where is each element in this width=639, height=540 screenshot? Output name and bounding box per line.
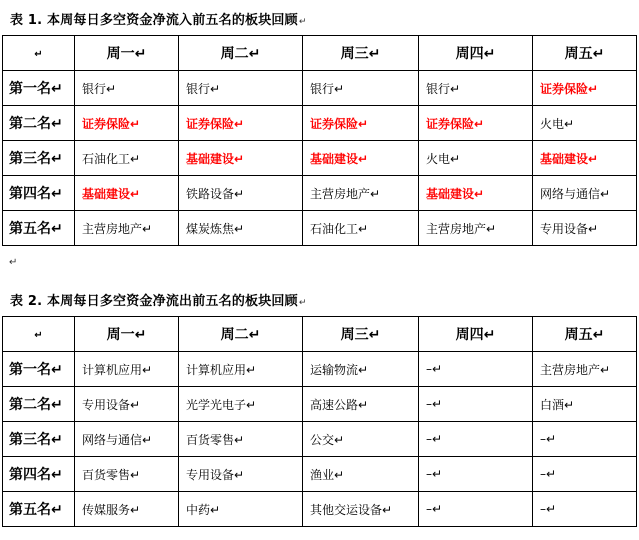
rank-label-text: 第三名 (9, 151, 51, 167)
table-row (3, 352, 637, 387)
sector-name: 专用设备 (82, 397, 131, 412)
sector-name: 基础建设 (540, 151, 589, 166)
rank-label-text: 第一名 (9, 81, 51, 97)
table-row (3, 387, 637, 422)
cell-end-mark-icon: ↵ (564, 116, 575, 131)
column-header (303, 36, 419, 71)
sector-name: 公交 (310, 432, 335, 447)
sector-cell (303, 71, 419, 106)
column-header (419, 317, 533, 352)
cell-end-mark-icon: ↵ (334, 432, 345, 447)
column-header-label: 周五 (564, 46, 593, 62)
sector-name: 银行 (310, 81, 335, 96)
cell-end-mark-icon: ↵ (370, 186, 381, 201)
sector-cell (179, 387, 303, 422)
column-header (419, 36, 533, 71)
sector-cell (179, 422, 303, 457)
cell-end-mark-icon: ↵ (248, 46, 261, 62)
sector-name: 计算机应用 (186, 362, 247, 377)
table-row (3, 211, 637, 246)
sector-name: – (540, 467, 546, 481)
sector-name: 石油化工 (82, 151, 131, 166)
cell-end-mark-icon: ↵ (142, 221, 153, 236)
sector-name: – (426, 397, 432, 411)
cell-end-mark-icon: ↵ (432, 397, 443, 411)
rank-label (3, 176, 75, 211)
sector-cell (179, 352, 303, 387)
header-row (3, 36, 637, 71)
cell-end-mark-icon: ↵ (358, 221, 369, 236)
cell-end-mark-icon: ↵ (358, 151, 369, 166)
sector-cell (303, 106, 419, 141)
cell-end-mark-icon: ↵ (210, 81, 221, 96)
cell-end-mark-icon: ↵ (130, 397, 141, 412)
table-row (3, 71, 637, 106)
sector-cell (75, 141, 179, 176)
sector-name: 百货零售 (82, 467, 131, 482)
table-row (3, 106, 637, 141)
sector-name: 证券保险 (310, 116, 359, 131)
cell-end-mark-icon: ↵ (474, 186, 485, 201)
cell-end-mark-icon: ↵ (432, 502, 443, 516)
column-header-label: 周二 (220, 46, 249, 62)
sector-cell (75, 387, 179, 422)
header-row (3, 317, 637, 352)
cell-end-mark-icon: ↵ (546, 432, 557, 446)
cell-end-mark-icon: ↵ (234, 116, 245, 131)
sector-cell (533, 106, 637, 141)
corner-cell (3, 36, 75, 71)
column-header (533, 317, 637, 352)
table-row (3, 492, 637, 527)
rank-label (3, 387, 75, 422)
cell-end-mark-icon: ↵ (210, 502, 221, 517)
column-header-label: 周一 (106, 327, 135, 343)
sector-cell (303, 211, 419, 246)
sector-cell (419, 422, 533, 457)
sector-name: 基础建设 (186, 151, 235, 166)
cell-end-mark-icon: ↵ (474, 116, 485, 131)
cell-end-mark-icon: ↵ (234, 151, 245, 166)
sector-cell (419, 141, 533, 176)
cell-end-mark-icon: ↵ (51, 502, 63, 518)
rank-label-text: 第二名 (9, 116, 51, 132)
cell-end-mark-icon: ↵ (334, 467, 345, 482)
sector-cell (419, 71, 533, 106)
column-header (75, 317, 179, 352)
cell-end-mark-icon: ↵ (450, 81, 461, 96)
cell-end-mark-icon: ↵ (486, 221, 497, 236)
sector-cell (75, 176, 179, 211)
sector-name: 中药 (186, 502, 211, 517)
cell-end-mark-icon: ↵ (588, 81, 599, 96)
table2-caption-text: 表 2. 本周每日多空资金净流出前五名的板块回顾 (10, 294, 298, 309)
sector-cell (179, 71, 303, 106)
sector-cell (419, 211, 533, 246)
sector-name: 火电 (426, 151, 451, 166)
cell-end-mark-icon: ↵ (234, 432, 245, 447)
sector-name: 专用设备 (540, 221, 589, 236)
column-header (179, 36, 303, 71)
sector-cell (303, 387, 419, 422)
column-header (303, 317, 419, 352)
sector-name: 证券保险 (82, 116, 131, 131)
cell-end-mark-icon: ↵ (130, 151, 141, 166)
rank-label (3, 71, 75, 106)
sector-cell (533, 422, 637, 457)
sector-cell (419, 352, 533, 387)
sector-name: 基础建设 (426, 186, 475, 201)
sector-cell (533, 387, 637, 422)
sector-cell (419, 106, 533, 141)
table-row (3, 141, 637, 176)
sector-name: – (426, 432, 432, 446)
sector-name: – (540, 502, 546, 516)
cell-end-mark-icon: ↵ (450, 151, 461, 166)
rank-label (3, 352, 75, 387)
cell-end-mark-icon: ↵ (600, 186, 611, 201)
sector-cell (303, 141, 419, 176)
rank-label-text: 第五名 (9, 502, 51, 518)
sector-cell (75, 352, 179, 387)
column-header (179, 317, 303, 352)
outflow-table-body (3, 317, 637, 527)
sector-cell (533, 492, 637, 527)
cell-end-mark-icon: ↵ (142, 362, 153, 377)
column-header-label: 周二 (220, 327, 249, 343)
table2-caption (10, 290, 307, 309)
corner-cell (3, 317, 75, 352)
sector-name: 证券保险 (540, 81, 589, 96)
sector-name: 计算机应用 (82, 362, 143, 377)
rank-label (3, 422, 75, 457)
sector-name: 火电 (540, 116, 565, 131)
sector-name: 石油化工 (310, 221, 359, 236)
column-header-label: 周四 (455, 327, 484, 343)
sector-name: 煤炭炼焦 (186, 221, 235, 236)
cell-end-mark-icon: ↵ (432, 432, 443, 446)
cell-end-mark-icon: ↵ (130, 116, 141, 131)
sector-name: 高速公路 (310, 397, 359, 412)
table-row (3, 422, 637, 457)
cell-end-mark-icon: ↵ (234, 467, 245, 482)
column-header-label: 周四 (455, 46, 484, 62)
column-header-label: 周一 (106, 46, 135, 62)
sector-name: 光学光电子 (186, 397, 247, 412)
cell-end-mark-icon: ↵ (358, 397, 369, 412)
sector-cell (303, 176, 419, 211)
sector-name: 银行 (186, 81, 211, 96)
sector-name: 主营房地产 (426, 221, 487, 236)
cell-end-mark-icon: ↵ (106, 81, 117, 96)
cell-end-mark-icon: ↵ (246, 397, 257, 412)
rank-label (3, 106, 75, 141)
sector-cell (179, 492, 303, 527)
sector-cell (75, 71, 179, 106)
rank-label (3, 492, 75, 527)
rank-label (3, 211, 75, 246)
sector-cell (303, 352, 419, 387)
sector-name: 银行 (426, 81, 451, 96)
column-header-label: 周五 (564, 327, 593, 343)
sector-name: 基础建设 (310, 151, 359, 166)
cell-end-mark-icon: ↵ (246, 362, 257, 377)
cell-end-mark-icon: ↵ (588, 221, 599, 236)
sector-name: 证券保险 (426, 116, 475, 131)
cell-end-mark-icon: ↵ (483, 46, 496, 62)
sector-name: 传媒服务 (82, 502, 131, 517)
table1-caption-text: 表 1. 本周每日多空资金净流入前五名的板块回顾 (10, 13, 298, 28)
cell-end-mark-icon: ↵ (51, 116, 63, 132)
cell-end-mark-icon: ↵ (51, 151, 63, 167)
inflow-table-body (3, 36, 637, 246)
column-header (75, 36, 179, 71)
sector-cell (179, 176, 303, 211)
sector-name: – (426, 502, 432, 516)
cell-end-mark-icon: ↵ (134, 327, 147, 343)
cell-end-mark-icon: ↵ (564, 397, 575, 412)
cell-end-mark-icon: ↵ (142, 432, 153, 447)
sector-cell (303, 457, 419, 492)
sector-name: – (426, 467, 432, 481)
cell-end-mark-icon: ↵ (51, 467, 63, 483)
paragraph-mark-icon: ↵ (298, 17, 307, 27)
table-row (3, 457, 637, 492)
cell-end-mark-icon: ↵ (51, 397, 63, 413)
sector-name: 网络与通信 (82, 432, 143, 447)
sector-name: 主营房地产 (82, 221, 143, 236)
sector-cell (533, 176, 637, 211)
sector-name: 主营房地产 (540, 362, 601, 377)
sector-cell (179, 211, 303, 246)
sector-name: 基础建设 (82, 186, 131, 201)
cell-end-mark-icon: ↵ (592, 46, 605, 62)
paragraph-mark-icon: ↵ (298, 298, 307, 308)
table-row (3, 176, 637, 211)
cell-end-mark-icon: ↵ (382, 502, 393, 517)
column-header-label: 周三 (340, 327, 369, 343)
cell-end-mark-icon: ↵ (34, 330, 43, 341)
column-header-label: 周三 (340, 46, 369, 62)
sector-cell (419, 457, 533, 492)
sector-name: 银行 (82, 81, 107, 96)
sector-cell (419, 387, 533, 422)
cell-end-mark-icon: ↵ (51, 432, 63, 448)
cell-end-mark-icon: ↵ (51, 186, 63, 202)
sector-name: 专用设备 (186, 467, 235, 482)
cell-end-mark-icon: ↵ (546, 502, 557, 516)
cell-end-mark-icon: ↵ (51, 221, 63, 237)
cell-end-mark-icon: ↵ (51, 81, 63, 97)
sector-cell (533, 211, 637, 246)
sector-cell (179, 106, 303, 141)
cell-end-mark-icon: ↵ (358, 116, 369, 131)
sector-name: 渔业 (310, 467, 335, 482)
cell-end-mark-icon: ↵ (334, 81, 345, 96)
cell-end-mark-icon: ↵ (358, 362, 369, 377)
cell-end-mark-icon: ↵ (368, 46, 381, 62)
cell-end-mark-icon: ↵ (234, 186, 245, 201)
column-header (533, 36, 637, 71)
rank-label-text: 第五名 (9, 221, 51, 237)
sector-name: 铁路设备 (186, 186, 235, 201)
cell-end-mark-icon: ↵ (432, 362, 443, 376)
sector-cell (419, 492, 533, 527)
sector-cell (303, 422, 419, 457)
table1-caption (10, 9, 307, 28)
cell-end-mark-icon: ↵ (368, 327, 381, 343)
rank-label-text: 第三名 (9, 432, 51, 448)
sector-name: 白酒 (540, 397, 565, 412)
sector-cell (75, 457, 179, 492)
paragraph-mark-icon: ↵ (9, 257, 18, 268)
rank-label-text: 第一名 (9, 362, 51, 378)
cell-end-mark-icon: ↵ (432, 467, 443, 481)
sector-name: 百货零售 (186, 432, 235, 447)
cell-end-mark-icon: ↵ (483, 327, 496, 343)
inflow-table (2, 35, 637, 246)
sector-cell (75, 492, 179, 527)
sector-cell (179, 457, 303, 492)
cell-end-mark-icon: ↵ (130, 502, 141, 517)
rank-label (3, 141, 75, 176)
sector-cell (533, 457, 637, 492)
rank-label-text: 第四名 (9, 186, 51, 202)
sector-name: – (540, 432, 546, 446)
sector-cell (179, 141, 303, 176)
cell-end-mark-icon: ↵ (134, 46, 147, 62)
cell-end-mark-icon: ↵ (592, 327, 605, 343)
cell-end-mark-icon: ↵ (34, 49, 43, 60)
sector-name: 运输物流 (310, 362, 359, 377)
cell-end-mark-icon: ↵ (130, 186, 141, 201)
sector-cell (419, 176, 533, 211)
sector-cell (303, 492, 419, 527)
cell-end-mark-icon: ↵ (588, 151, 599, 166)
sector-cell (533, 141, 637, 176)
sector-cell (75, 211, 179, 246)
cell-end-mark-icon: ↵ (51, 362, 63, 378)
rank-label-text: 第二名 (9, 397, 51, 413)
cell-end-mark-icon: ↵ (600, 362, 611, 377)
sector-cell (75, 422, 179, 457)
sector-cell (533, 352, 637, 387)
rank-label-text: 第四名 (9, 467, 51, 483)
sector-cell (533, 71, 637, 106)
sector-name: 证券保险 (186, 116, 235, 131)
cell-end-mark-icon: ↵ (130, 467, 141, 482)
cell-end-mark-icon: ↵ (234, 221, 245, 236)
sector-name: 网络与通信 (540, 186, 601, 201)
sector-cell (75, 106, 179, 141)
cell-end-mark-icon: ↵ (546, 467, 557, 481)
cell-end-mark-icon: ↵ (248, 327, 261, 343)
sector-name: 其他交运设备 (310, 502, 383, 517)
rank-label (3, 457, 75, 492)
sector-name: 主营房地产 (310, 186, 371, 201)
sector-name: – (426, 362, 432, 376)
outflow-table (2, 316, 637, 527)
